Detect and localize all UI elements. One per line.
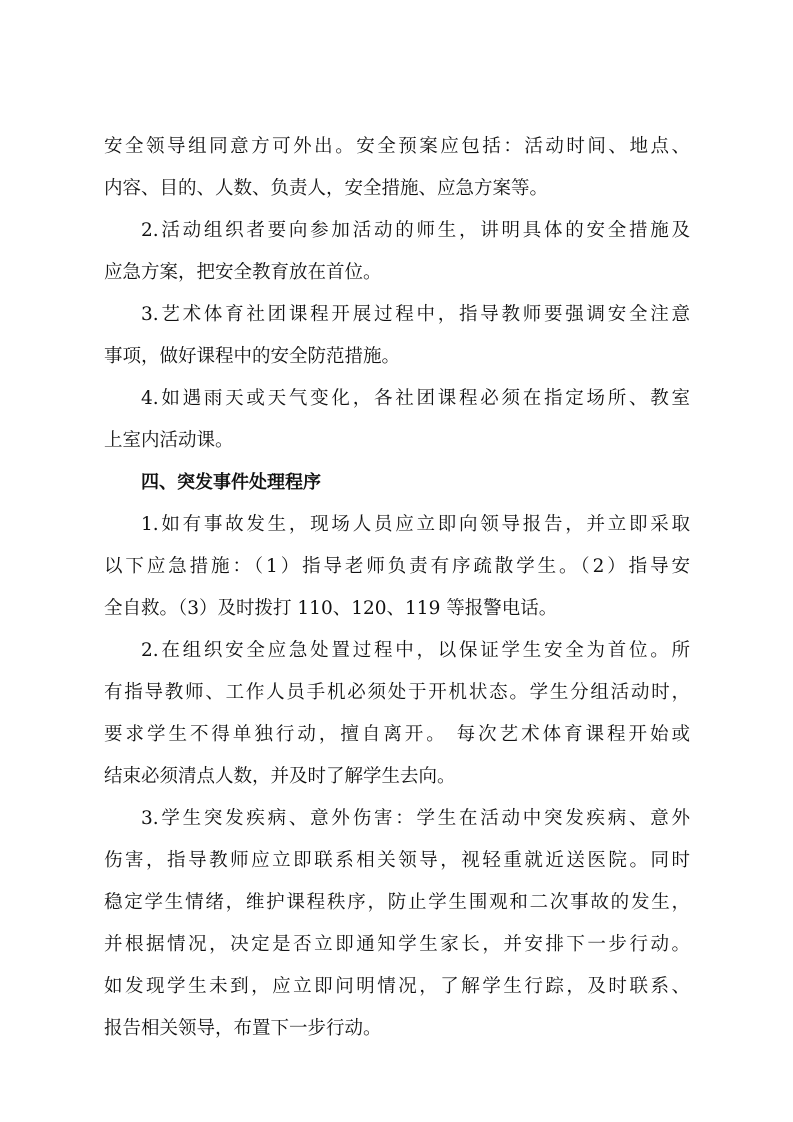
text-line: 上室内活动课。 <box>104 430 234 451</box>
paragraph-emergency-2 <box>104 630 690 798</box>
text-line: 3.学生突发疾病、意外伤害：学生在活动中突发疾病、意外 <box>141 808 690 829</box>
text-line: 稳定学生情绪，维护课程秩序，防止学生围观和二次事故的发生， <box>104 892 690 913</box>
text-line: 2.在组织安全应急处置过程中，以保证学生安全为首位。所 <box>141 640 690 661</box>
document-body <box>104 126 690 1050</box>
text-line: 报告相关领导，布置下一步行动。 <box>104 1018 382 1039</box>
text-line: 并根据情况，决定是否立即通知学生家长，并安排下一步行动。 <box>104 934 690 955</box>
text-line: 安全领导组同意方可外出。安全预案应包括：活动时间、地点、 <box>104 136 690 157</box>
paragraph-safety-plan <box>104 126 690 210</box>
text-line: 如发现学生未到，应立即问明情况，了解学生行踪，及时联系、 <box>104 976 690 997</box>
text-line: 以下应急措施：（1）指导老师负责有序疏散学生。（2）指导安 <box>104 556 690 577</box>
text-line: 应急方案，把安全教育放在首位。 <box>104 262 382 283</box>
section-heading-text: 四、突发事件处理程序 <box>141 472 321 493</box>
text-line: 1.如有事故发生，现场人员应立即向领导报告，并立即采取 <box>141 514 690 535</box>
text-line: 伤害，指导教师应立即联系相关领导，视轻重就近送医院。同时 <box>104 850 690 871</box>
text-line: 事项，做好课程中的安全防范措施。 <box>104 346 401 367</box>
paragraph-emergency-3 <box>104 798 690 1050</box>
paragraph-item-3 <box>104 294 690 378</box>
text-line: 4.如遇雨天或天气变化，各社团课程必须在指定场所、教室 <box>141 388 690 409</box>
text-line: 2.活动组织者要向参加活动的师生，讲明具体的安全措施及 <box>141 220 690 241</box>
text-line: 全自救。（3）及时拨打 110、120、119 等报警电话。 <box>104 598 558 619</box>
paragraph-emergency-1 <box>104 504 690 630</box>
text-line: 要求学生不得单独行动，擅自离开。 每次艺术体育课程开始或 <box>104 724 690 745</box>
section-heading <box>104 462 690 504</box>
paragraph-item-2 <box>104 210 690 294</box>
paragraph-item-4 <box>104 378 690 462</box>
text-line: 结束必须清点人数，并及时了解学生去向。 <box>104 766 456 787</box>
text-line: 有指导教师、工作人员手机必须处于开机状态。学生分组活动时， <box>104 682 690 703</box>
text-line: 内容、目的、人数、负责人，安全措施、应急方案等。 <box>104 178 549 199</box>
text-line: 3.艺术体育社团课程开展过程中，指导教师要强调安全注意 <box>141 304 690 325</box>
